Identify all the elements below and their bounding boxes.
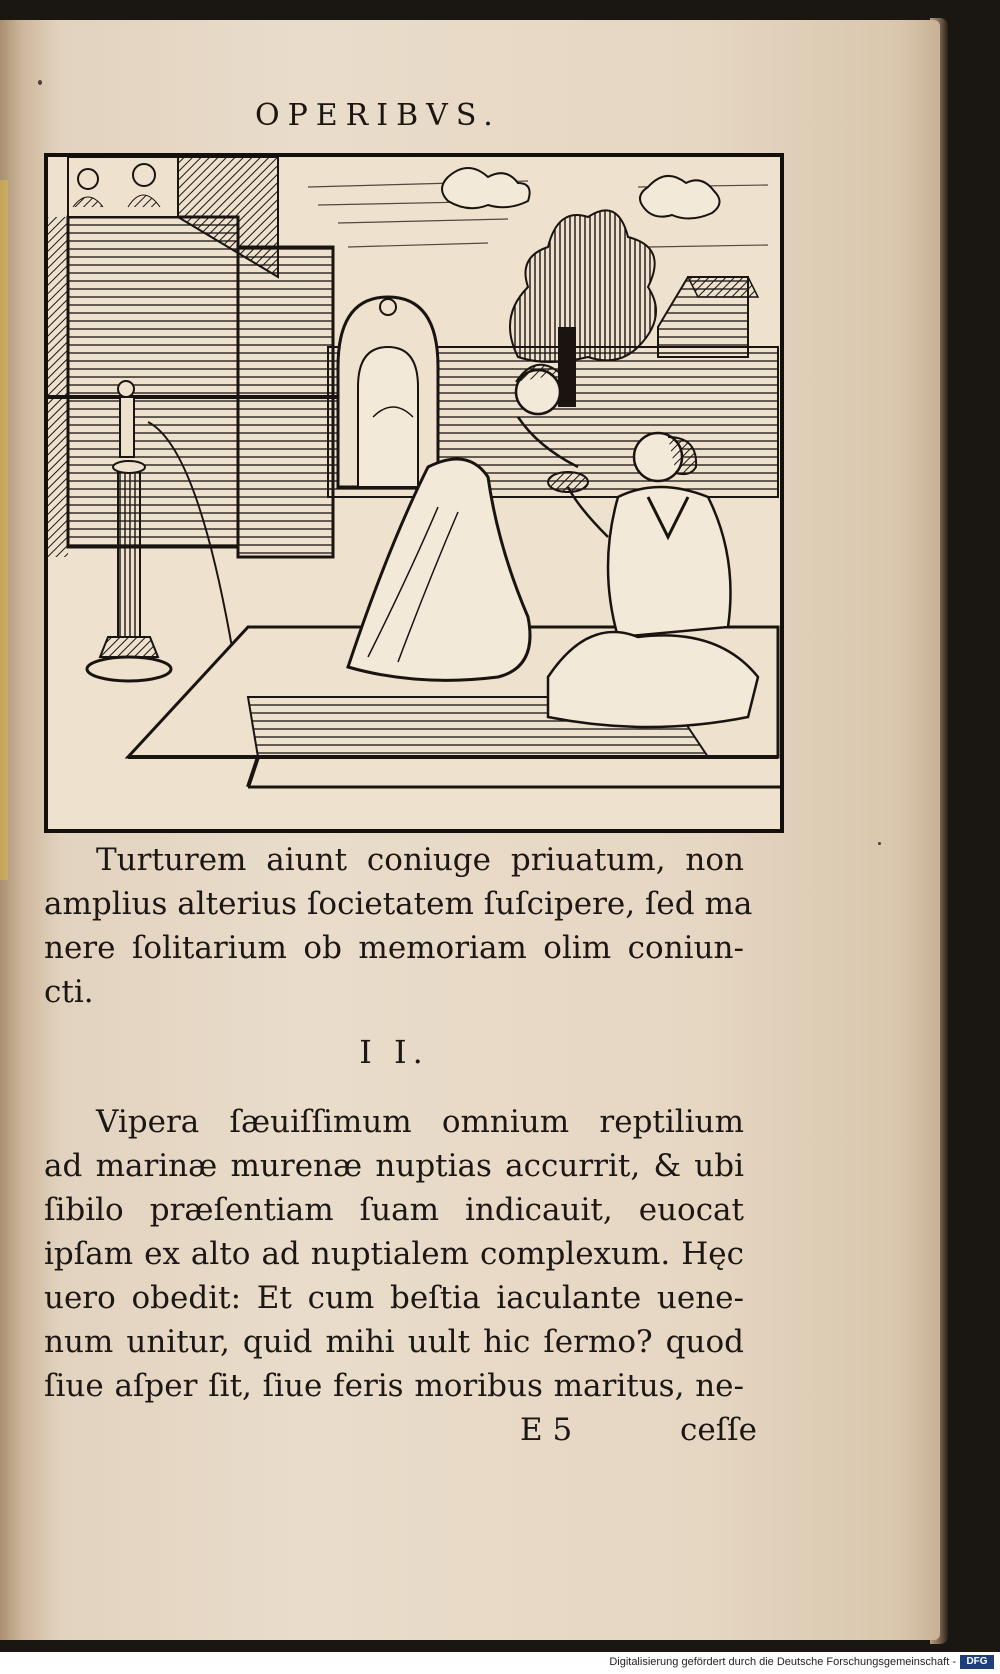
ink-speck <box>38 80 42 85</box>
text-line: ſiue aſper ſit, ſiue feris moribus maritus, ne- <box>44 1368 744 1404</box>
ink-speck <box>878 842 881 845</box>
digitization-credit: Digitalisierung gefördert durch die Deutsche Forschungsgemeinschaft - <box>609 1656 956 1668</box>
text-line: uero obedit: Et cum beſtia iaculante uene- <box>44 1280 744 1316</box>
woodcut-illustration <box>44 153 784 833</box>
text-line: num unitur, quid mihi uult hic ſermo? quod <box>44 1324 744 1360</box>
figure-head <box>78 169 98 189</box>
section-heading: I I. <box>359 1033 429 1071</box>
running-head: OPERIBVS. <box>255 98 501 133</box>
page-margin-stain <box>0 180 8 880</box>
text-line: ſibilo præſentiam ſuam indicauit, euocat <box>44 1192 744 1228</box>
credit-bar <box>0 1652 1000 1674</box>
text-line: Turturem aiunt coniuge priuatum, non <box>96 842 744 878</box>
page-text <box>44 838 753 1408</box>
text-line: nere ſolitarium ob memoriam olim coniun- <box>44 930 744 966</box>
archway <box>338 297 438 487</box>
paragraph-2 <box>44 1100 744 1408</box>
text-line: cti. <box>44 974 94 1010</box>
text-line: Vipera ſæuiſſimum omnium reptilium <box>96 1104 744 1140</box>
dfg-logo: DFG <box>960 1655 994 1669</box>
text-line: ad marinæ murenæ nuptias accurrit, & ubi <box>44 1148 744 1184</box>
text-line: ipſam ex alto ad nuptialem complexum. Hęc <box>44 1236 744 1272</box>
catchword: ceſſe <box>680 1412 758 1448</box>
paragraph-1 <box>44 838 753 1014</box>
text-line: amplius alterius ſocietatem ſuſcipere, ſed ma <box>44 886 753 922</box>
figure-head <box>133 164 155 186</box>
signature-mark: E 5 <box>520 1412 573 1448</box>
